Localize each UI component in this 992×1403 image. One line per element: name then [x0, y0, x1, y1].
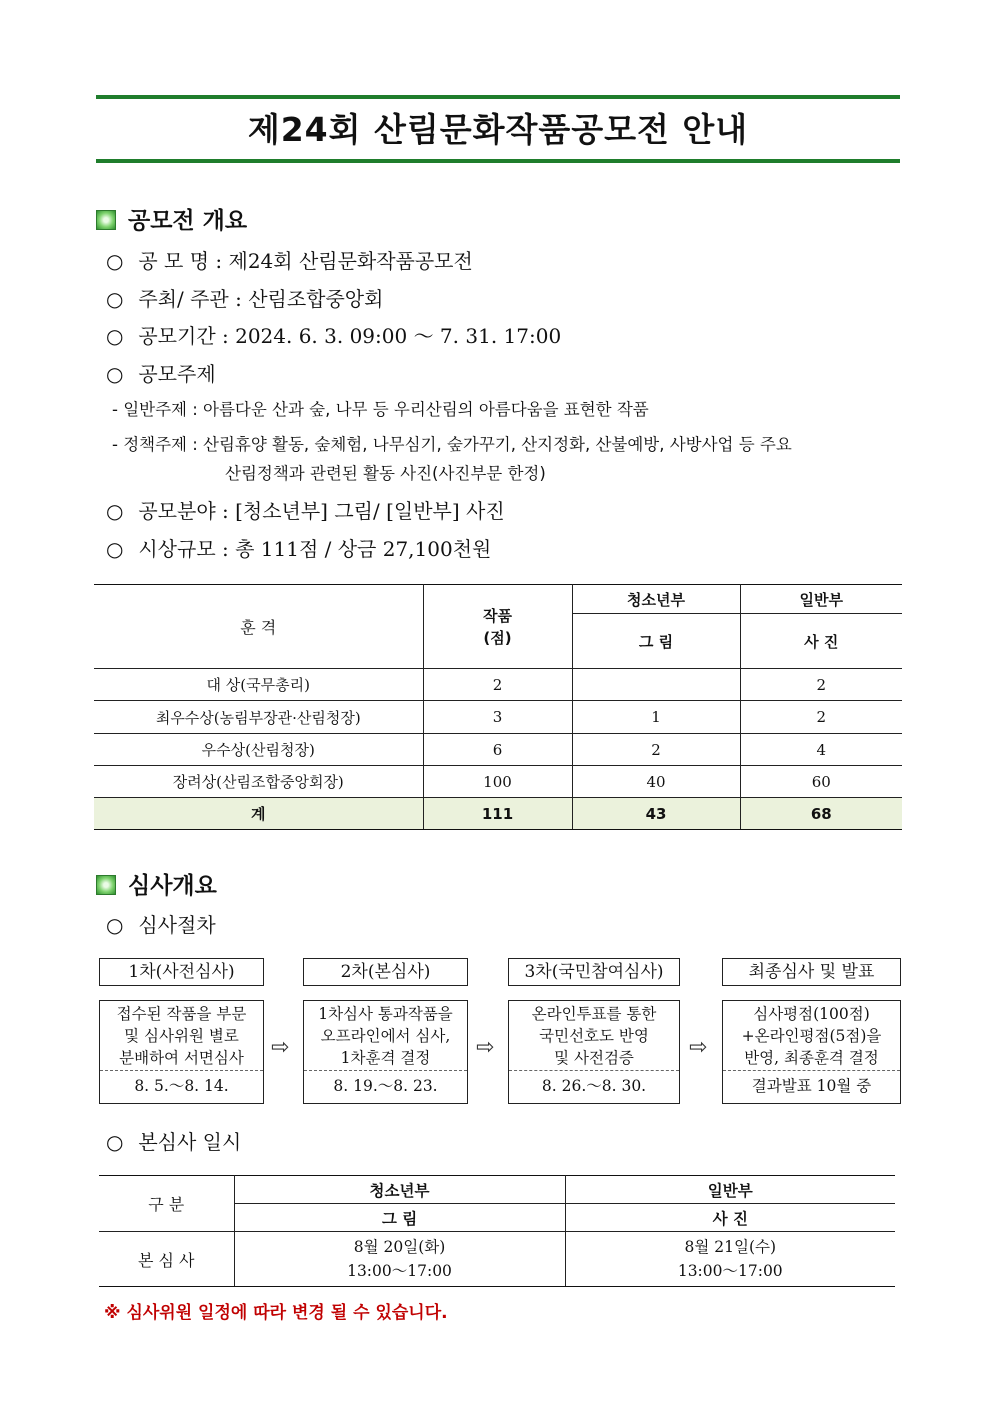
- step-date: 8. 19.～8. 23.: [333, 1077, 438, 1095]
- item-label: 공모주제: [138, 362, 216, 386]
- circle-bullet-icon: ○: [106, 1130, 124, 1154]
- row-general: 2: [740, 669, 902, 701]
- review-procedure-label: [106, 911, 216, 939]
- section-heading-text: 공모전 개요: [128, 208, 248, 234]
- item-value: 총 111점 / 상금 27,100천원: [235, 537, 492, 561]
- total-general: 68: [740, 798, 902, 830]
- header-general: 일반부: [740, 585, 902, 614]
- schedule-table: [99, 1175, 895, 1287]
- overview-item-period: ○ 공모기간 : 2024. 6. 3. 09:00 ～ 7. 31. 17:00: [106, 324, 562, 348]
- green-square-bullet-icon: [96, 875, 116, 895]
- row-name: 최우수상(농림부장관·산림청장): [94, 701, 423, 734]
- total-count: 111: [423, 798, 572, 830]
- item-label: 공모분야: [138, 499, 216, 523]
- row-general: 60: [740, 766, 902, 798]
- arrow-right-icon: ⇨: [271, 1035, 290, 1060]
- step-desc: [304, 1001, 467, 1071]
- desc-line: 오프라인에서 심사,: [320, 1027, 451, 1045]
- header-award: 훈 격: [94, 585, 423, 669]
- section-heading-overview: [96, 206, 247, 236]
- total-youth: 43: [572, 798, 740, 830]
- row-general: 4: [740, 734, 902, 766]
- step-desc: [723, 1001, 900, 1071]
- section-heading-text: 심사개요: [128, 873, 217, 899]
- schedule-time: 13:00～17:00: [677, 1262, 783, 1280]
- row-youth: [572, 669, 740, 701]
- table-row: [94, 734, 902, 766]
- item-value: 산림조합중앙회: [248, 287, 384, 311]
- schedule-date: 8월 20일(화): [353, 1238, 446, 1256]
- review-schedule-label: [106, 1128, 241, 1156]
- step-date: 8. 26.～8. 30.: [541, 1077, 647, 1095]
- row-count: 100: [423, 766, 572, 798]
- table-row: [94, 701, 902, 734]
- step-3-title: 3차(국민참여심사): [508, 958, 680, 986]
- row-youth: 2: [572, 734, 740, 766]
- header-general-sub: 사 진: [740, 614, 902, 669]
- theme-policy: - 정책주제 : 산림휴양 활동, 숲체험, 나무심기, 숲가꾸기, 산지정화, 산불예방, 사방사업 등 주요: [112, 435, 792, 454]
- step-desc: [509, 1001, 679, 1071]
- step-1-title: 1차(사전심사): [99, 958, 264, 986]
- theme-policy-continued: [225, 462, 546, 486]
- header-count: [423, 585, 572, 669]
- circle-bullet-icon: ○: [106, 362, 124, 386]
- circle-bullet-icon: ○: [106, 913, 124, 937]
- schedule-header-youth-sub: 그 림: [234, 1204, 565, 1232]
- step-date: 결과발표 10월 중: [751, 1077, 872, 1095]
- row-count: 3: [423, 701, 572, 734]
- desc-line: 심사평점(100점): [753, 1005, 870, 1023]
- row-youth: 1: [572, 701, 740, 734]
- circle-bullet-icon: ○: [106, 249, 124, 273]
- green-square-bullet-icon: [96, 210, 116, 230]
- header-youth: 청소년부: [572, 585, 740, 614]
- arrow-right-icon: ⇨: [476, 1035, 495, 1060]
- item-label: 시상규모: [138, 537, 216, 561]
- desc-line: 접수된 작품을 부문: [116, 1005, 247, 1023]
- desc-line: 및 심사위원 별로: [124, 1027, 239, 1045]
- overview-item-host: ○ 주최/ 주관 : 산림조합중앙회: [106, 287, 384, 311]
- schedule-row-label: 본 심 사: [99, 1232, 234, 1287]
- page-title: 제24회 산림문화작품공모전 안내: [247, 110, 749, 149]
- schedule-date: 8월 21일(수): [684, 1238, 777, 1256]
- row-count: 2: [423, 669, 572, 701]
- row-youth: 40: [572, 766, 740, 798]
- overview-item-name: ○ 공 모 명 : 제24회 산림문화작품공모전: [106, 249, 473, 273]
- step-4-box: [722, 1000, 901, 1104]
- table-row: [94, 669, 902, 701]
- schedule-general-cell: [565, 1232, 895, 1287]
- theme-value-line2: 산림정책과 관련된 활동 사진(사진부문 한정): [225, 464, 546, 483]
- section-heading-review: [96, 871, 217, 901]
- step-2-title: 2차(본심사): [303, 958, 468, 986]
- theme-value: 아름다운 산과 숲, 나무 등 우리산림의 아름다움을 표현한 작품: [203, 400, 649, 419]
- item-value: [청소년부] 그림/ [일반부] 사진: [235, 499, 505, 523]
- schedule-header-general-sub: 사 진: [565, 1204, 895, 1232]
- circle-bullet-icon: ○: [106, 287, 124, 311]
- row-name: 우수상(산림청장): [94, 734, 423, 766]
- item-label: 공 모 명: [138, 249, 210, 273]
- row-count: 6: [423, 734, 572, 766]
- table-row: [99, 1232, 895, 1287]
- row-name: 대 상(국무총리): [94, 669, 423, 701]
- theme-label: - 일반주제: [112, 400, 187, 419]
- item-label: 본심사 일시: [138, 1130, 242, 1154]
- desc-line: 1차훈격 결정: [340, 1049, 431, 1067]
- schedule-youth-cell: [234, 1232, 565, 1287]
- item-label: 주최/ 주관: [138, 287, 229, 311]
- step-date: 8. 5.～8. 14.: [134, 1077, 229, 1095]
- arrow-right-icon: ⇨: [689, 1035, 708, 1060]
- schedule-time: 13:00～17:00: [347, 1262, 452, 1280]
- desc-line: 국민선호도 반영: [539, 1027, 649, 1045]
- circle-bullet-icon: ○: [106, 499, 124, 523]
- item-label: 심사절차: [138, 913, 216, 937]
- circle-bullet-icon: ○: [106, 324, 124, 348]
- row-general: 2: [740, 701, 902, 734]
- header-youth-sub: 그 림: [572, 614, 740, 669]
- step-desc: [100, 1001, 263, 1071]
- item-value: 2024. 6. 3. 09:00 ～ 7. 31. 17:00: [235, 324, 562, 348]
- circle-bullet-icon: ○: [106, 537, 124, 561]
- title-bottom-rule: [96, 159, 900, 163]
- desc-line: 1차심사 통과작품을: [318, 1005, 453, 1023]
- total-name: 계: [94, 798, 423, 830]
- step-2-box: [303, 1000, 468, 1104]
- theme-general: - 일반주제 : 아름다운 산과 숲, 나무 등 우리산림의 아름다움을 표현한 작품: [112, 400, 649, 419]
- title-top-rule: [96, 95, 900, 99]
- row-name: 장려상(산림조합중앙회장): [94, 766, 423, 798]
- step-4-title: 최종심사 및 발표: [722, 958, 901, 986]
- schedule-header-youth: 청소년부: [234, 1176, 565, 1204]
- change-notice: ※ 심사위원 일정에 따라 변경 될 수 있습니다.: [104, 1303, 448, 1323]
- overview-item-scale: ○ 시상규모 : 총 111점 / 상금 27,100천원: [106, 537, 492, 561]
- item-value: 제24회 산림문화작품공모전: [228, 249, 473, 273]
- step-1-box: [99, 1000, 264, 1104]
- schedule-header-category: 구 분: [99, 1176, 234, 1232]
- desc-line: 및 사전검증: [554, 1049, 634, 1067]
- item-label: 공모기간: [138, 324, 216, 348]
- desc-line: 반영, 최종훈격 결정: [744, 1049, 879, 1067]
- award-table: [94, 584, 902, 830]
- table-row: [94, 766, 902, 798]
- overview-item-field: ○ 공모분야 : [청소년부] 그림/ [일반부] 사진: [106, 499, 505, 523]
- desc-line: 온라인투표를 통한: [531, 1005, 657, 1023]
- overview-item-theme: [106, 360, 216, 388]
- theme-label: - 정책주제: [112, 435, 187, 454]
- table-total-row: [94, 798, 902, 830]
- header-count-unit: (점): [483, 628, 512, 647]
- theme-value: 산림휴양 활동, 숲체험, 나무심기, 숲가꾸기, 산지정화, 산불예방, 사방사업 등 주요: [203, 435, 792, 454]
- schedule-header-general: 일반부: [565, 1176, 895, 1204]
- step-3-box: [508, 1000, 680, 1104]
- desc-line: 분배하여 서면심사: [119, 1049, 244, 1067]
- desc-line: +온라인평점(5점)을: [741, 1027, 882, 1045]
- header-count-label: 작품: [483, 606, 512, 625]
